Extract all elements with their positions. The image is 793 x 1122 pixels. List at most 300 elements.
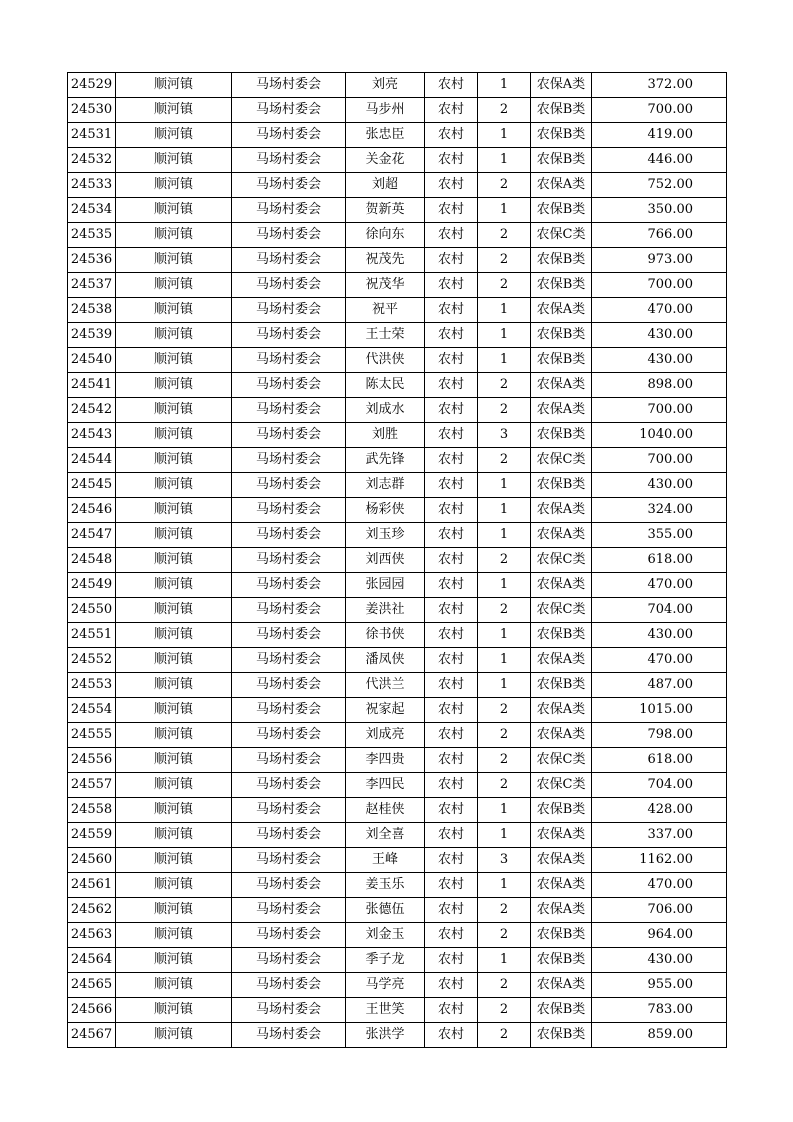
household-type-cell: 农村 xyxy=(425,123,478,148)
household-type-cell: 农村 xyxy=(425,1023,478,1048)
name-cell: 姜洪社 xyxy=(346,598,425,623)
table-row xyxy=(68,348,727,373)
name-cell: 武先锋 xyxy=(346,448,425,473)
amount-cell: 337.00 xyxy=(592,823,727,848)
village-committee-cell: 马场村委会 xyxy=(232,473,346,498)
village-committee-cell: 马场村委会 xyxy=(232,723,346,748)
household-type-cell: 农村 xyxy=(425,148,478,173)
town-cell: 顺河镇 xyxy=(116,98,232,123)
person-count-cell: 1 xyxy=(478,873,531,898)
amount-cell: 859.00 xyxy=(592,1023,727,1048)
insurance-category-cell: 农保B类 xyxy=(531,273,592,298)
household-type-cell: 农村 xyxy=(425,548,478,573)
amount-cell: 798.00 xyxy=(592,723,727,748)
table-row xyxy=(68,498,727,523)
town-cell: 顺河镇 xyxy=(116,723,232,748)
town-cell: 顺河镇 xyxy=(116,223,232,248)
village-committee-cell: 马场村委会 xyxy=(232,273,346,298)
amount-cell: 704.00 xyxy=(592,598,727,623)
record-id-cell: 24559 xyxy=(68,823,116,848)
table-row xyxy=(68,398,727,423)
person-count-cell: 2 xyxy=(478,923,531,948)
table-row xyxy=(68,173,727,198)
amount-cell: 618.00 xyxy=(592,748,727,773)
insurance-category-cell: 农保A类 xyxy=(531,848,592,873)
name-cell: 王峰 xyxy=(346,848,425,873)
table-row xyxy=(68,698,727,723)
insurance-category-cell: 农保B类 xyxy=(531,948,592,973)
amount-cell: 470.00 xyxy=(592,573,727,598)
village-committee-cell: 马场村委会 xyxy=(232,598,346,623)
town-cell: 顺河镇 xyxy=(116,698,232,723)
record-id-cell: 24549 xyxy=(68,573,116,598)
table-row xyxy=(68,948,727,973)
town-cell: 顺河镇 xyxy=(116,523,232,548)
record-id-cell: 24560 xyxy=(68,848,116,873)
person-count-cell: 2 xyxy=(478,173,531,198)
record-id-cell: 24561 xyxy=(68,873,116,898)
insurance-category-cell: 农保A类 xyxy=(531,873,592,898)
amount-cell: 470.00 xyxy=(592,298,727,323)
village-committee-cell: 马场村委会 xyxy=(232,323,346,348)
household-type-cell: 农村 xyxy=(425,248,478,273)
amount-cell: 955.00 xyxy=(592,973,727,998)
name-cell: 张忠臣 xyxy=(346,123,425,148)
insurance-category-cell: 农保C类 xyxy=(531,548,592,573)
amount-cell: 706.00 xyxy=(592,898,727,923)
person-count-cell: 2 xyxy=(478,998,531,1023)
insurance-category-cell: 农保A类 xyxy=(531,823,592,848)
person-count-cell: 1 xyxy=(478,198,531,223)
name-cell: 马步州 xyxy=(346,98,425,123)
amount-cell: 1040.00 xyxy=(592,423,727,448)
household-type-cell: 农村 xyxy=(425,423,478,448)
record-id-cell: 24554 xyxy=(68,698,116,723)
table-row xyxy=(68,73,727,98)
town-cell: 顺河镇 xyxy=(116,673,232,698)
town-cell: 顺河镇 xyxy=(116,998,232,1023)
record-id-cell: 24547 xyxy=(68,523,116,548)
table-row xyxy=(68,298,727,323)
table-row xyxy=(68,473,727,498)
person-count-cell: 2 xyxy=(478,223,531,248)
table-row xyxy=(68,423,727,448)
insurance-category-cell: 农保A类 xyxy=(531,73,592,98)
person-count-cell: 1 xyxy=(478,573,531,598)
name-cell: 刘成亮 xyxy=(346,723,425,748)
household-type-cell: 农村 xyxy=(425,198,478,223)
record-id-cell: 24530 xyxy=(68,98,116,123)
record-id-cell: 24548 xyxy=(68,548,116,573)
record-id-cell: 24567 xyxy=(68,1023,116,1048)
person-count-cell: 2 xyxy=(478,748,531,773)
table-row xyxy=(68,573,727,598)
insurance-category-cell: 农保C类 xyxy=(531,748,592,773)
table-row xyxy=(68,598,727,623)
name-cell: 刘成水 xyxy=(346,398,425,423)
name-cell: 徐书侠 xyxy=(346,623,425,648)
name-cell: 刘全喜 xyxy=(346,823,425,848)
name-cell: 祝茂先 xyxy=(346,248,425,273)
household-type-cell: 农村 xyxy=(425,173,478,198)
record-id-cell: 24534 xyxy=(68,198,116,223)
table-row xyxy=(68,873,727,898)
record-id-cell: 24535 xyxy=(68,223,116,248)
name-cell: 祝家起 xyxy=(346,698,425,723)
insurance-category-cell: 农保A类 xyxy=(531,898,592,923)
amount-cell: 430.00 xyxy=(592,323,727,348)
table-row xyxy=(68,848,727,873)
town-cell: 顺河镇 xyxy=(116,848,232,873)
village-committee-cell: 马场村委会 xyxy=(232,798,346,823)
record-id-cell: 24552 xyxy=(68,648,116,673)
town-cell: 顺河镇 xyxy=(116,598,232,623)
village-committee-cell: 马场村委会 xyxy=(232,748,346,773)
village-committee-cell: 马场村委会 xyxy=(232,448,346,473)
name-cell: 杨彩侠 xyxy=(346,498,425,523)
record-id-cell: 24539 xyxy=(68,323,116,348)
name-cell: 徐向东 xyxy=(346,223,425,248)
person-count-cell: 2 xyxy=(478,448,531,473)
household-type-cell: 农村 xyxy=(425,898,478,923)
name-cell: 代洪兰 xyxy=(346,673,425,698)
record-id-cell: 24536 xyxy=(68,248,116,273)
village-committee-cell: 马场村委会 xyxy=(232,973,346,998)
insurance-category-cell: 农保B类 xyxy=(531,1023,592,1048)
name-cell: 陈太民 xyxy=(346,373,425,398)
insurance-category-cell: 农保B类 xyxy=(531,123,592,148)
town-cell: 顺河镇 xyxy=(116,348,232,373)
person-count-cell: 2 xyxy=(478,373,531,398)
town-cell: 顺河镇 xyxy=(116,548,232,573)
name-cell: 张德伍 xyxy=(346,898,425,923)
amount-cell: 446.00 xyxy=(592,148,727,173)
table-row xyxy=(68,523,727,548)
person-count-cell: 2 xyxy=(478,273,531,298)
household-type-cell: 农村 xyxy=(425,598,478,623)
town-cell: 顺河镇 xyxy=(116,498,232,523)
household-type-cell: 农村 xyxy=(425,823,478,848)
record-id-cell: 24546 xyxy=(68,498,116,523)
household-type-cell: 农村 xyxy=(425,523,478,548)
town-cell: 顺河镇 xyxy=(116,948,232,973)
table-row xyxy=(68,798,727,823)
record-id-cell: 24562 xyxy=(68,898,116,923)
name-cell: 刘志群 xyxy=(346,473,425,498)
household-type-cell: 农村 xyxy=(425,873,478,898)
person-count-cell: 2 xyxy=(478,723,531,748)
person-count-cell: 1 xyxy=(478,123,531,148)
name-cell: 祝平 xyxy=(346,298,425,323)
household-type-cell: 农村 xyxy=(425,948,478,973)
insurance-category-cell: 农保A类 xyxy=(531,723,592,748)
person-count-cell: 2 xyxy=(478,548,531,573)
table-row xyxy=(68,998,727,1023)
record-id-cell: 24543 xyxy=(68,423,116,448)
village-committee-cell: 马场村委会 xyxy=(232,848,346,873)
village-committee-cell: 马场村委会 xyxy=(232,998,346,1023)
table-row xyxy=(68,273,727,298)
amount-cell: 783.00 xyxy=(592,998,727,1023)
amount-cell: 1162.00 xyxy=(592,848,727,873)
household-type-cell: 农村 xyxy=(425,498,478,523)
table-row xyxy=(68,648,727,673)
person-count-cell: 1 xyxy=(478,498,531,523)
village-committee-cell: 马场村委会 xyxy=(232,298,346,323)
table-row xyxy=(68,973,727,998)
person-count-cell: 1 xyxy=(478,148,531,173)
person-count-cell: 2 xyxy=(478,98,531,123)
amount-cell: 700.00 xyxy=(592,98,727,123)
person-count-cell: 2 xyxy=(478,398,531,423)
amount-cell: 470.00 xyxy=(592,648,727,673)
household-type-cell: 农村 xyxy=(425,698,478,723)
record-id-cell: 24566 xyxy=(68,998,116,1023)
amount-cell: 487.00 xyxy=(592,673,727,698)
person-count-cell: 1 xyxy=(478,798,531,823)
records-table xyxy=(67,72,727,1048)
record-id-cell: 24540 xyxy=(68,348,116,373)
name-cell: 刘玉珍 xyxy=(346,523,425,548)
table-row xyxy=(68,923,727,948)
name-cell: 姜玉乐 xyxy=(346,873,425,898)
name-cell: 刘亮 xyxy=(346,73,425,98)
town-cell: 顺河镇 xyxy=(116,973,232,998)
town-cell: 顺河镇 xyxy=(116,373,232,398)
insurance-category-cell: 农保A类 xyxy=(531,573,592,598)
household-type-cell: 农村 xyxy=(425,998,478,1023)
insurance-category-cell: 农保B类 xyxy=(531,198,592,223)
person-count-cell: 2 xyxy=(478,248,531,273)
town-cell: 顺河镇 xyxy=(116,773,232,798)
table-row xyxy=(68,548,727,573)
amount-cell: 700.00 xyxy=(592,273,727,298)
town-cell: 顺河镇 xyxy=(116,648,232,673)
household-type-cell: 农村 xyxy=(425,573,478,598)
insurance-category-cell: 农保B类 xyxy=(531,673,592,698)
table-row xyxy=(68,123,727,148)
name-cell: 李四民 xyxy=(346,773,425,798)
person-count-cell: 2 xyxy=(478,1023,531,1048)
record-id-cell: 24550 xyxy=(68,598,116,623)
town-cell: 顺河镇 xyxy=(116,448,232,473)
village-committee-cell: 马场村委会 xyxy=(232,73,346,98)
table-row xyxy=(68,223,727,248)
person-count-cell: 1 xyxy=(478,623,531,648)
amount-cell: 700.00 xyxy=(592,398,727,423)
name-cell: 贺新英 xyxy=(346,198,425,223)
amount-cell: 324.00 xyxy=(592,498,727,523)
record-id-cell: 24533 xyxy=(68,173,116,198)
record-id-cell: 24556 xyxy=(68,748,116,773)
town-cell: 顺河镇 xyxy=(116,273,232,298)
record-id-cell: 24537 xyxy=(68,273,116,298)
name-cell: 李四贵 xyxy=(346,748,425,773)
town-cell: 顺河镇 xyxy=(116,798,232,823)
record-id-cell: 24532 xyxy=(68,148,116,173)
insurance-category-cell: 农保B类 xyxy=(531,998,592,1023)
person-count-cell: 2 xyxy=(478,898,531,923)
insurance-category-cell: 农保A类 xyxy=(531,973,592,998)
amount-cell: 428.00 xyxy=(592,798,727,823)
insurance-category-cell: 农保B类 xyxy=(531,923,592,948)
household-type-cell: 农村 xyxy=(425,398,478,423)
town-cell: 顺河镇 xyxy=(116,73,232,98)
insurance-category-cell: 农保B类 xyxy=(531,323,592,348)
amount-cell: 430.00 xyxy=(592,948,727,973)
record-id-cell: 24538 xyxy=(68,298,116,323)
table-row xyxy=(68,673,727,698)
amount-cell: 700.00 xyxy=(592,448,727,473)
insurance-category-cell: 农保B类 xyxy=(531,98,592,123)
town-cell: 顺河镇 xyxy=(116,323,232,348)
insurance-category-cell: 农保B类 xyxy=(531,623,592,648)
name-cell: 赵桂侠 xyxy=(346,798,425,823)
village-committee-cell: 马场村委会 xyxy=(232,423,346,448)
person-count-cell: 2 xyxy=(478,773,531,798)
household-type-cell: 农村 xyxy=(425,748,478,773)
person-count-cell: 1 xyxy=(478,523,531,548)
table-row xyxy=(68,323,727,348)
village-committee-cell: 马场村委会 xyxy=(232,673,346,698)
person-count-cell: 1 xyxy=(478,323,531,348)
household-type-cell: 农村 xyxy=(425,773,478,798)
insurance-category-cell: 农保A类 xyxy=(531,648,592,673)
village-committee-cell: 马场村委会 xyxy=(232,773,346,798)
household-type-cell: 农村 xyxy=(425,448,478,473)
household-type-cell: 农村 xyxy=(425,623,478,648)
record-id-cell: 24551 xyxy=(68,623,116,648)
table-row xyxy=(68,448,727,473)
name-cell: 王世笑 xyxy=(346,998,425,1023)
town-cell: 顺河镇 xyxy=(116,873,232,898)
person-count-cell: 3 xyxy=(478,848,531,873)
household-type-cell: 农村 xyxy=(425,923,478,948)
person-count-cell: 3 xyxy=(478,423,531,448)
insurance-category-cell: 农保C类 xyxy=(531,223,592,248)
insurance-category-cell: 农保B类 xyxy=(531,473,592,498)
insurance-category-cell: 农保B类 xyxy=(531,248,592,273)
amount-cell: 419.00 xyxy=(592,123,727,148)
village-committee-cell: 马场村委会 xyxy=(232,523,346,548)
household-type-cell: 农村 xyxy=(425,473,478,498)
amount-cell: 752.00 xyxy=(592,173,727,198)
amount-cell: 350.00 xyxy=(592,198,727,223)
amount-cell: 898.00 xyxy=(592,373,727,398)
amount-cell: 430.00 xyxy=(592,623,727,648)
person-count-cell: 1 xyxy=(478,298,531,323)
insurance-category-cell: 农保B类 xyxy=(531,798,592,823)
village-committee-cell: 马场村委会 xyxy=(232,348,346,373)
village-committee-cell: 马场村委会 xyxy=(232,248,346,273)
household-type-cell: 农村 xyxy=(425,798,478,823)
amount-cell: 704.00 xyxy=(592,773,727,798)
record-id-cell: 24563 xyxy=(68,923,116,948)
town-cell: 顺河镇 xyxy=(116,898,232,923)
table-row xyxy=(68,98,727,123)
insurance-category-cell: 农保A类 xyxy=(531,173,592,198)
person-count-cell: 1 xyxy=(478,823,531,848)
name-cell: 刘西侠 xyxy=(346,548,425,573)
amount-cell: 766.00 xyxy=(592,223,727,248)
amount-cell: 430.00 xyxy=(592,473,727,498)
name-cell: 代洪侠 xyxy=(346,348,425,373)
town-cell: 顺河镇 xyxy=(116,923,232,948)
village-committee-cell: 马场村委会 xyxy=(232,548,346,573)
town-cell: 顺河镇 xyxy=(116,473,232,498)
person-count-cell: 1 xyxy=(478,473,531,498)
village-committee-cell: 马场村委会 xyxy=(232,198,346,223)
household-type-cell: 农村 xyxy=(425,648,478,673)
amount-cell: 372.00 xyxy=(592,73,727,98)
village-committee-cell: 马场村委会 xyxy=(232,373,346,398)
name-cell: 关金花 xyxy=(346,148,425,173)
village-committee-cell: 马场村委会 xyxy=(232,898,346,923)
town-cell: 顺河镇 xyxy=(116,298,232,323)
records-table-body xyxy=(68,73,727,1048)
record-id-cell: 24555 xyxy=(68,723,116,748)
table-row xyxy=(68,373,727,398)
name-cell: 张园园 xyxy=(346,573,425,598)
amount-cell: 618.00 xyxy=(592,548,727,573)
household-type-cell: 农村 xyxy=(425,273,478,298)
name-cell: 张洪学 xyxy=(346,1023,425,1048)
village-committee-cell: 马场村委会 xyxy=(232,648,346,673)
insurance-category-cell: 农保A类 xyxy=(531,698,592,723)
town-cell: 顺河镇 xyxy=(116,248,232,273)
insurance-category-cell: 农保A类 xyxy=(531,523,592,548)
person-count-cell: 2 xyxy=(478,698,531,723)
name-cell: 季子龙 xyxy=(346,948,425,973)
town-cell: 顺河镇 xyxy=(116,823,232,848)
insurance-category-cell: 农保C类 xyxy=(531,598,592,623)
village-committee-cell: 马场村委会 xyxy=(232,923,346,948)
town-cell: 顺河镇 xyxy=(116,423,232,448)
table-row xyxy=(68,748,727,773)
table-row xyxy=(68,623,727,648)
record-id-cell: 24544 xyxy=(68,448,116,473)
name-cell: 刘超 xyxy=(346,173,425,198)
table-row xyxy=(68,823,727,848)
insurance-category-cell: 农保B类 xyxy=(531,423,592,448)
village-committee-cell: 马场村委会 xyxy=(232,148,346,173)
table-row xyxy=(68,723,727,748)
village-committee-cell: 马场村委会 xyxy=(232,98,346,123)
village-committee-cell: 马场村委会 xyxy=(232,498,346,523)
insurance-category-cell: 农保A类 xyxy=(531,498,592,523)
table-row xyxy=(68,1023,727,1048)
village-committee-cell: 马场村委会 xyxy=(232,623,346,648)
table-row xyxy=(68,148,727,173)
village-committee-cell: 马场村委会 xyxy=(232,398,346,423)
town-cell: 顺河镇 xyxy=(116,198,232,223)
household-type-cell: 农村 xyxy=(425,373,478,398)
insurance-category-cell: 农保A类 xyxy=(531,298,592,323)
household-type-cell: 农村 xyxy=(425,348,478,373)
village-committee-cell: 马场村委会 xyxy=(232,1023,346,1048)
record-id-cell: 24558 xyxy=(68,798,116,823)
household-type-cell: 农村 xyxy=(425,848,478,873)
record-id-cell: 24531 xyxy=(68,123,116,148)
household-type-cell: 农村 xyxy=(425,723,478,748)
amount-cell: 973.00 xyxy=(592,248,727,273)
village-committee-cell: 马场村委会 xyxy=(232,948,346,973)
record-id-cell: 24545 xyxy=(68,473,116,498)
household-type-cell: 农村 xyxy=(425,673,478,698)
insurance-category-cell: 农保A类 xyxy=(531,398,592,423)
record-id-cell: 24565 xyxy=(68,973,116,998)
person-count-cell: 1 xyxy=(478,948,531,973)
